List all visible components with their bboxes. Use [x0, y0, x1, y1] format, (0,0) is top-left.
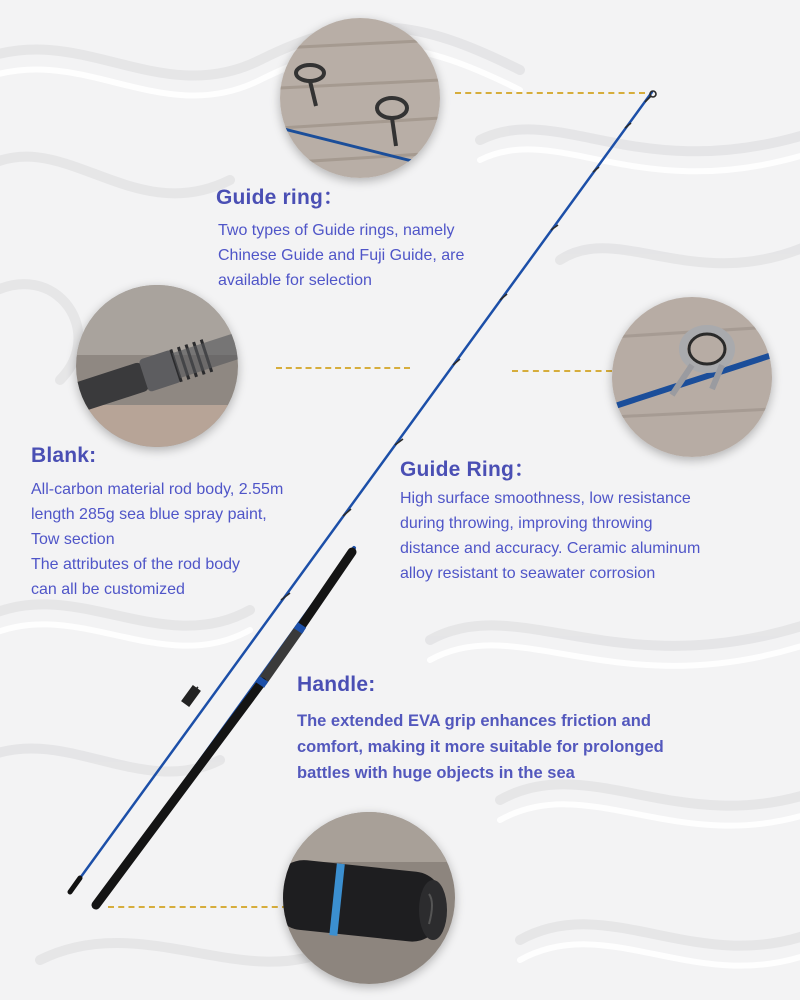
rod-butt-lower-grip: [96, 682, 262, 905]
ceramic-guide-ring-photo: [612, 297, 772, 457]
text-line: All-carbon material rod body, 2.55m: [31, 481, 284, 498]
text-line: The extended EVA grip enhances friction and: [297, 712, 651, 730]
blank-description: [31, 477, 283, 602]
guide-ring-heading: Guide ring：: [216, 186, 345, 209]
handle-description: [297, 708, 664, 786]
text-line: comfort, making it more suitable for prolonged: [297, 738, 664, 756]
rod-reel-seat: [262, 628, 300, 682]
connector-handle: [108, 906, 288, 908]
connector-guide-ring-top: [455, 92, 645, 94]
text-line: Chinese Guide and Fuji Guide, are: [218, 247, 465, 264]
text-line: The attributes of the rod body: [31, 556, 241, 573]
text-line: battles with huge objects in the sea: [297, 764, 575, 782]
handle-heading: Handle:: [297, 673, 376, 696]
guide-ring-description: [218, 218, 464, 293]
text-line: can all be customized: [31, 581, 185, 598]
guide-ring-right-heading: Guide Ring：: [400, 458, 536, 481]
text-line: distance and accuracy. Ceramic aluminum: [400, 540, 701, 557]
blank-heading: Blank:: [31, 444, 97, 467]
text-line: Tow section: [31, 531, 115, 548]
rod-hook-keeper: [181, 685, 201, 707]
text-line: High surface smoothness, low resistance: [400, 490, 691, 507]
connector-guide-ring-right: [512, 370, 612, 372]
text-line: alloy resistant to seawater corrosion: [400, 565, 656, 582]
reel-seat-photo: [76, 285, 238, 447]
guide-ring-right-description: [400, 486, 700, 586]
connector-blank: [276, 367, 410, 369]
eva-grip-butt-photo: [283, 812, 455, 984]
text-line: available for selection: [218, 272, 372, 289]
text-line: during throwing, improving throwing: [400, 515, 653, 532]
text-line: length 285g sea blue spray paint,: [31, 506, 267, 523]
text-line: Two types of Guide rings, namely: [218, 222, 455, 239]
rod-guide-rings-photo: [280, 18, 440, 178]
rod-tip-butt: [70, 878, 80, 892]
